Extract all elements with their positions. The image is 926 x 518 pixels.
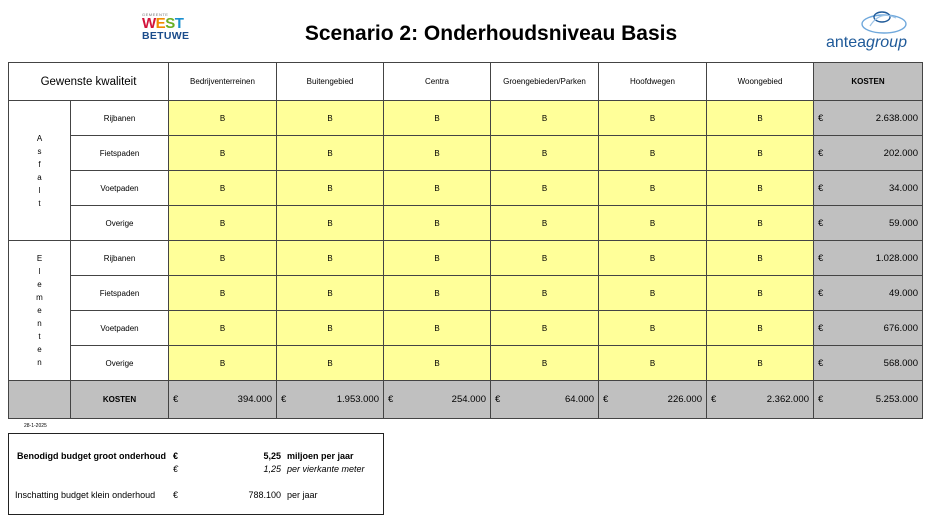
total-cell: € 1.953.000 (277, 381, 384, 419)
column-header: Bedrijventerreinen (169, 63, 277, 101)
group-letter: l (38, 185, 41, 195)
table-row (9, 136, 923, 171)
budget-groot-label: Benodigd budget groot onderhoud (17, 451, 166, 461)
quality-cell: B (169, 311, 277, 346)
quality-cell: B (491, 206, 599, 241)
table-row (9, 171, 923, 206)
quality-cell: B (384, 101, 491, 136)
group-letter: m (36, 293, 43, 302)
quality-cell: B (707, 346, 814, 381)
quality-cell: B (707, 136, 814, 171)
quality-cell: B (169, 346, 277, 381)
budget-groot-currency: € (173, 451, 179, 461)
row-label: Fietspaden (71, 136, 169, 171)
quality-cell: B (599, 136, 707, 171)
corner-header: Gewenste kwaliteit (9, 63, 169, 101)
quality-cell: B (169, 101, 277, 136)
quality-cell: B (707, 206, 814, 241)
group-letter: a (37, 172, 42, 182)
quality-cell: B (277, 206, 384, 241)
total-cell: € 64.000 (491, 381, 599, 419)
table-row (9, 241, 923, 276)
totals-label: KOSTEN (71, 381, 169, 419)
group-vertical-label (9, 241, 71, 381)
row-cost-cell: € 59.000 (814, 206, 923, 241)
total-cell: € 2.362.000 (707, 381, 814, 419)
row-cost-cell: € 202.000 (814, 136, 923, 171)
group-letter: f (38, 159, 41, 169)
total-cell: € 226.000 (599, 381, 707, 419)
quality-cell: B (491, 171, 599, 206)
row-label: Overige (71, 346, 169, 381)
group-letter: e (37, 306, 42, 315)
total-cell: € 394.000 (169, 381, 277, 419)
group-letter: n (37, 319, 42, 328)
quality-cell: B (707, 171, 814, 206)
budget-groot-value: 5,25 (263, 451, 281, 461)
column-header: Woongebied (707, 63, 814, 101)
column-header: Centra (384, 63, 491, 101)
total-cell: € 254.000 (384, 381, 491, 419)
column-header: Hoofdwegen (599, 63, 707, 101)
per-m2-unit: per vierkante meter (287, 464, 365, 474)
row-label: Rijbanen (71, 101, 169, 136)
row-label: Voetpaden (71, 311, 169, 346)
group-letter: n (37, 358, 42, 367)
quality-cell: B (277, 276, 384, 311)
per-m2-value: 1,25 (263, 464, 281, 474)
per-m2-currency: € (173, 464, 179, 474)
group-letter: e (37, 280, 42, 289)
quality-cell: B (169, 206, 277, 241)
logo-gemeente-text: GEMEENTE (142, 12, 169, 17)
group-letter: e (37, 345, 42, 354)
group-letter: t (38, 198, 41, 208)
group-letter: l (38, 267, 41, 276)
anteagroup-text: anteagroup (826, 34, 907, 51)
quality-cell: B (491, 276, 599, 311)
budget-klein-currency: € (173, 490, 179, 500)
quality-cell: B (599, 171, 707, 206)
quality-cell: B (491, 136, 599, 171)
table-row (9, 206, 923, 241)
group-letter: E (36, 254, 43, 263)
row-cost-cell: € 34.000 (814, 171, 923, 206)
row-label: Fietspaden (71, 276, 169, 311)
quality-cell: B (707, 311, 814, 346)
table-row (9, 101, 923, 136)
document-date: 28-1-2025 (24, 423, 47, 429)
column-header: Groengebieden/Parken (491, 63, 599, 101)
budget-klein-unit: per jaar (287, 490, 318, 500)
quality-cell: B (707, 101, 814, 136)
quality-cell: B (277, 311, 384, 346)
row-label: Overige (71, 206, 169, 241)
quality-cell: B (384, 241, 491, 276)
quality-cell: B (599, 206, 707, 241)
quality-cell: B (599, 101, 707, 136)
quality-cell: B (384, 171, 491, 206)
quality-cell: B (491, 346, 599, 381)
row-cost-cell: € 1.028.000 (814, 241, 923, 276)
quality-cell: B (384, 206, 491, 241)
row-cost-cell: € 676.000 (814, 311, 923, 346)
row-cost-cell: € 49.000 (814, 276, 923, 311)
quality-cell: B (491, 241, 599, 276)
quality-cell: B (707, 276, 814, 311)
quality-cell: B (277, 101, 384, 136)
row-label: Rijbanen (71, 241, 169, 276)
table-row (9, 311, 923, 346)
page-title: Scenario 2: Onderhoudsniveau Basis (304, 22, 678, 45)
anteagroup-logo (826, 6, 918, 54)
totals-spacer (9, 381, 71, 419)
quality-cell: B (384, 311, 491, 346)
group-letter: s (37, 146, 42, 156)
totals-row (9, 381, 923, 419)
group-letter: t (38, 332, 41, 341)
group-vertical-label (9, 101, 71, 241)
quality-cell: B (277, 136, 384, 171)
quality-cell: B (277, 171, 384, 206)
quality-cell: B (169, 241, 277, 276)
quality-cost-table (8, 62, 923, 419)
cost-header: KOSTEN (814, 63, 923, 101)
quality-cell: B (384, 276, 491, 311)
column-header: Buitengebied (277, 63, 384, 101)
row-label: Voetpaden (71, 171, 169, 206)
quality-cell: B (491, 101, 599, 136)
quality-cell: B (277, 241, 384, 276)
quality-cell: B (169, 136, 277, 171)
quality-cell: B (599, 241, 707, 276)
antea-swirl-icon (856, 6, 912, 36)
budget-groot-unit: miljoen per jaar (287, 451, 354, 461)
quality-cell: B (384, 346, 491, 381)
table-header-row (9, 63, 923, 101)
logo-west-text: WEST (142, 15, 184, 32)
quality-cell: B (491, 311, 599, 346)
logo-betuwe-text: BETUWE (142, 30, 190, 42)
quality-cell: B (599, 311, 707, 346)
table-row (9, 276, 923, 311)
budget-summary-box (8, 433, 384, 515)
quality-cell: B (384, 136, 491, 171)
quality-cell: B (599, 346, 707, 381)
group-letter: A (36, 133, 43, 143)
table-row (9, 346, 923, 381)
row-cost-cell: € 2.638.000 (814, 101, 923, 136)
quality-cell: B (599, 276, 707, 311)
budget-klein-value: 788.100 (248, 490, 281, 500)
budget-klein-label: Inschatting budget klein onderhoud (15, 490, 156, 500)
grand-total-cell: € 5.253.000 (814, 381, 923, 419)
quality-cell: B (707, 241, 814, 276)
quality-cell: B (169, 171, 277, 206)
quality-cell: B (169, 276, 277, 311)
row-cost-cell: € 568.000 (814, 346, 923, 381)
quality-cell: B (277, 346, 384, 381)
